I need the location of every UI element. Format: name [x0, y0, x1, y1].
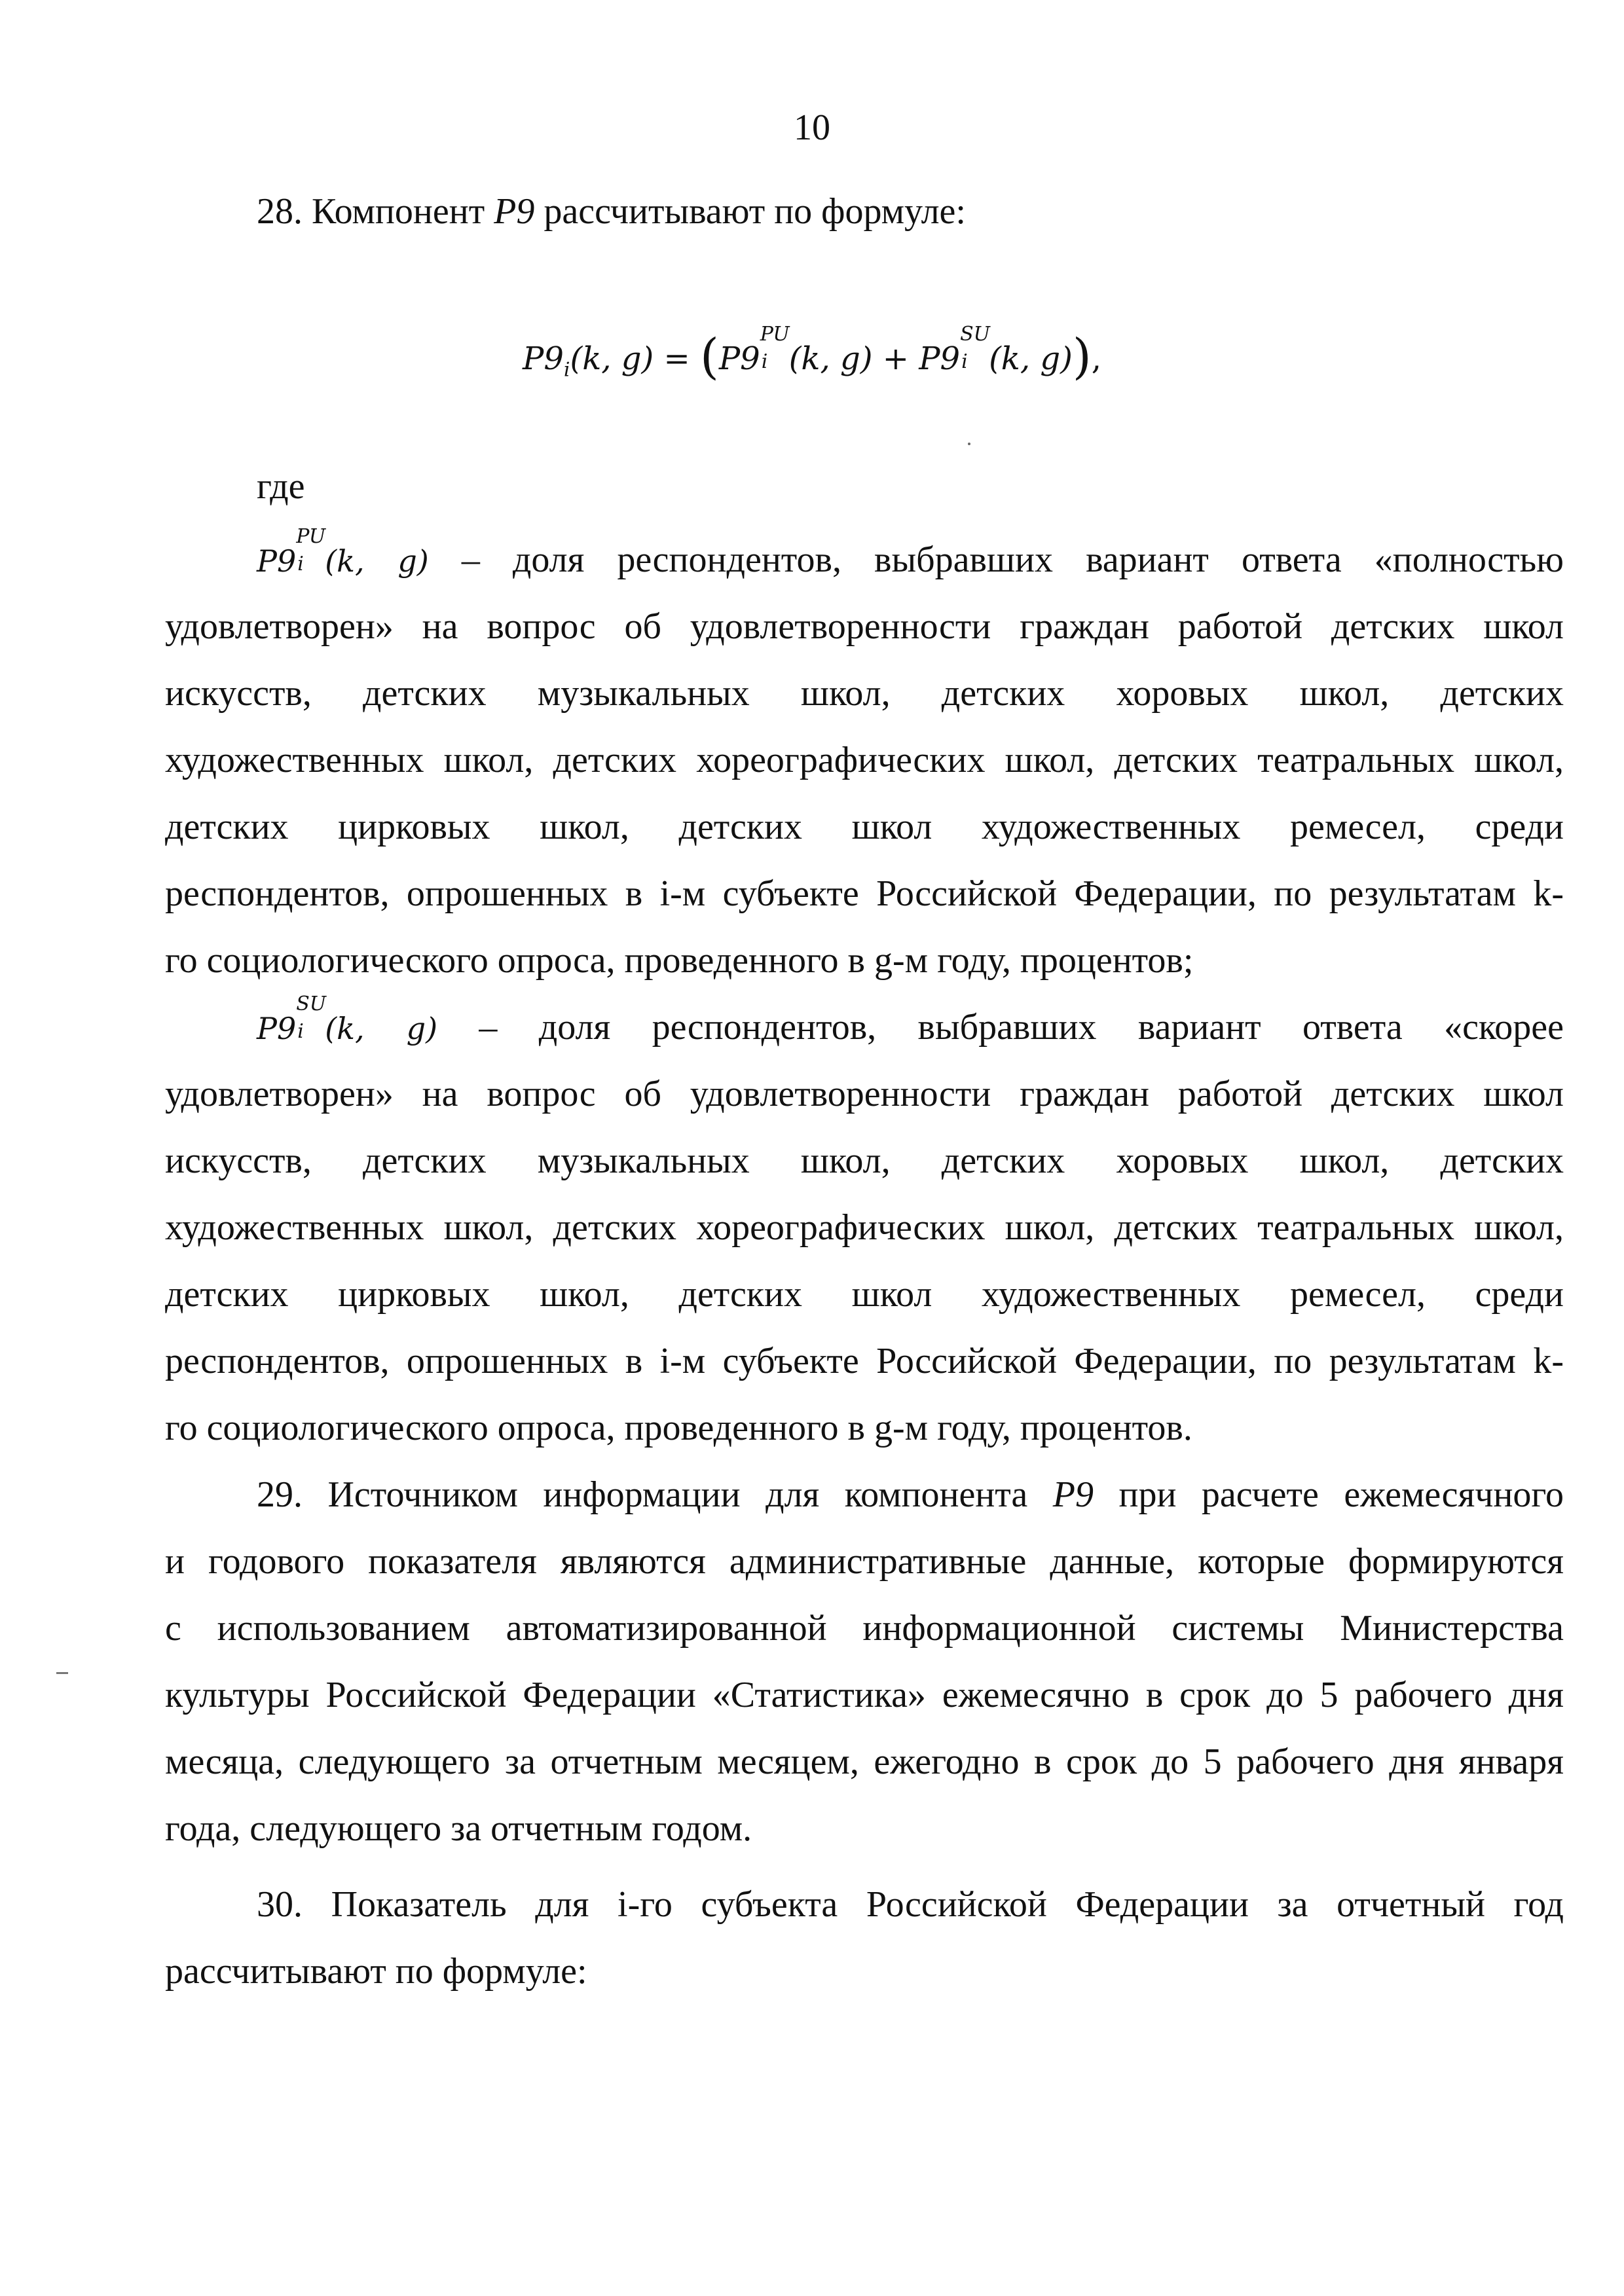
formula-p9: $P9_i(k$, g) = (P9 PU i (k, g) + P9 SU i (k, g)),: [523, 323, 1101, 385]
paragraph-28: [165, 178, 1564, 245]
definition-su-line: искусств, детских музыкальных школ, детских хоровых школ, детских: [165, 1140, 1564, 1181]
paragraph-28-text: 28. Компонент P9 рассчитывают по формуле:: [257, 191, 966, 232]
definition-su-line: го социологического опроса, проведенного в g-м году, процентов.: [165, 1408, 1192, 1448]
paragraph-30-line: рассчитывают по формуле:: [165, 1951, 587, 1992]
component-symbol: P9: [1052, 1474, 1094, 1515]
paragraph-29-line: 29. Источником информации для компонента P9 при расчете ежемесячного: [257, 1474, 1564, 1515]
definition-pu-line: детских цирковых школ, детских школ художественных ремесел, среди: [165, 807, 1564, 847]
formula-term-pu: P9 PU i (k, g): [718, 323, 873, 377]
component-symbol: P9: [494, 191, 535, 232]
definition-su-line: детских цирковых школ, детских школ художественных ремесел, среди: [165, 1274, 1564, 1315]
paragraph-30: [165, 1871, 1564, 2005]
definition-pu: [165, 526, 1564, 994]
page-number: 10: [794, 107, 830, 148]
definition-su-line: удовлетворен» на вопрос об удовлетворенности граждан работой детских школ: [165, 1074, 1564, 1114]
definition-pu-line: P9 PU i (k, g) – доля респондентов, выбравших вариант ответа «полностью: [257, 525, 1564, 580]
definition-su-line: респондентов, опрошенных в i-м субъекте Российской Федерации, по результатам k-: [165, 1341, 1564, 1381]
definition-pu-line: удовлетворен» на вопрос об удовлетворенности граждан работой детских школ: [165, 606, 1564, 647]
definition-pu-line: художественных школ, детских хореографических школ, детских театральных школ,: [165, 740, 1564, 780]
definition-su: [165, 994, 1564, 1461]
definition-pu-line: го социологического опроса, проведенного в g-м году, процентов;: [165, 940, 1194, 981]
definition-pu-symbol: P9 PU i (k, g): [257, 525, 429, 579]
definition-su-symbol: P9 SU i (k, g): [257, 993, 438, 1046]
where-label-block: [165, 453, 1564, 520]
paragraph-30-line: 30. Показатель для i-го субъекта Российской Федерации за отчетный год: [257, 1884, 1564, 1925]
where-label: где: [257, 466, 305, 507]
paragraph-29-line: месяца, следующего за отчетным месяцем, ежегодно в срок до 5 рабочего дня января: [165, 1741, 1564, 1782]
paragraph-29: [165, 1461, 1564, 1862]
formula-term-su: P9 SU i (k, g): [919, 323, 1073, 377]
paragraph-29-line: года, следующего за отчетным годом.: [165, 1808, 752, 1849]
paragraph-29-line: культуры Российской Федерации «Статистика» ежемесячно в срок до 5 рабочего дня: [165, 1675, 1564, 1715]
paragraph-29-line: и годового показателя являются административные данные, которые формируются: [165, 1541, 1564, 1582]
definition-pu-line: респондентов, опрошенных в i-м субъекте Российской Федерации, по результатам k-: [165, 873, 1564, 914]
formula-lhs: $P9_i(k$, g): [523, 340, 654, 382]
paragraph-29-line: с использованием автоматизированной информационной системы Министерства: [165, 1608, 1564, 1649]
scan-speck: [968, 443, 970, 445]
definition-su-line: художественных школ, детских хореографических школ, детских театральных школ,: [165, 1207, 1564, 1248]
definition-pu-line: искусств, детских музыкальных школ, детских хоровых школ, детских: [165, 673, 1564, 714]
definition-su-line: P9 SU i (k, g) – доля респондентов, выбравших вариант ответа «скорее: [257, 993, 1564, 1048]
scan-margin-mark: [56, 1672, 68, 1674]
